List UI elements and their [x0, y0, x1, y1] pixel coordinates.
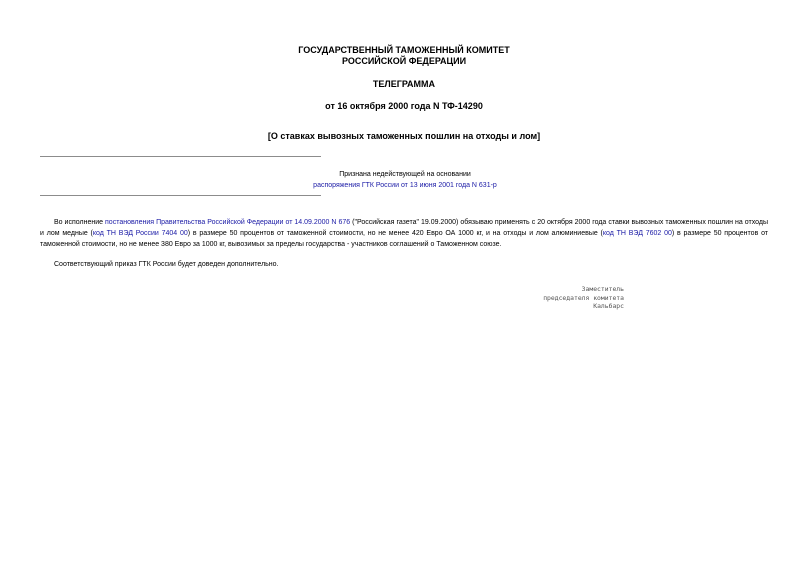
agency-name	[40, 45, 768, 67]
signature-line-1: Заместитель	[581, 285, 624, 293]
divider-top	[40, 156, 321, 157]
document-title: [О ставках вывозных таможенных пошлин на отходы и лом]	[267, 131, 541, 141]
tnved-7602-link[interactable]: код ТН ВЭД 7602 00	[602, 230, 672, 237]
signature-line-2: председателя комитета	[543, 293, 624, 302]
status-note	[300, 169, 510, 191]
p1-text-2: ("Российская газета" 19.09.2000) обязываю применять с 20 октября 2000 года ставки вывозных таможенных пошлин на отходы и лом медные (	[40, 219, 768, 237]
divider-bottom	[40, 195, 321, 196]
p1-text-3: ) в размере 50 процентов от таможенной стоимости, но не менее 420 Евро ОА 1000 кг, и на отходы и лом алюминиевые (	[187, 230, 603, 237]
status-note-text: Признана недействующей на основании	[339, 171, 471, 178]
repeal-order-link[interactable]: распоряжения ГТК России от 13 июня 2001 года N 631-р	[313, 182, 497, 189]
government-decree-link[interactable]: постановления Правительства Российской Федерации от 14.09.2000 N 676	[105, 219, 351, 226]
document-type: ТЕЛЕГРАММА	[372, 79, 436, 89]
tnved-7404-link[interactable]: код ТН ВЭД России 7404 00	[92, 230, 188, 237]
body-paragraph-2: Соответствующий приказ ГТК России будет доведен дополнительно.	[54, 261, 279, 268]
agency-line-2: РОССИЙСКОЙ ФЕДЕРАЦИИ	[341, 56, 467, 66]
signature-name: Кальбарс	[593, 302, 624, 310]
p1-text-4: ) в размере 50 процентов от таможенной стоимости, но не менее 380 Евро за 1000 кг, вывозимых за пределы государства - участников соглашений о Таможенном союзе.	[40, 230, 769, 248]
body-paragraph-1	[40, 217, 768, 250]
document-date-number: от 16 октября 2000 года N ТФ-14290	[325, 101, 483, 111]
agency-line-1: ГОСУДАРСТВЕННЫЙ ТАМОЖЕННЫЙ КОМИТЕТ	[298, 45, 510, 55]
p1-text-1: Во исполнение	[54, 219, 106, 226]
signature-block	[490, 285, 624, 311]
